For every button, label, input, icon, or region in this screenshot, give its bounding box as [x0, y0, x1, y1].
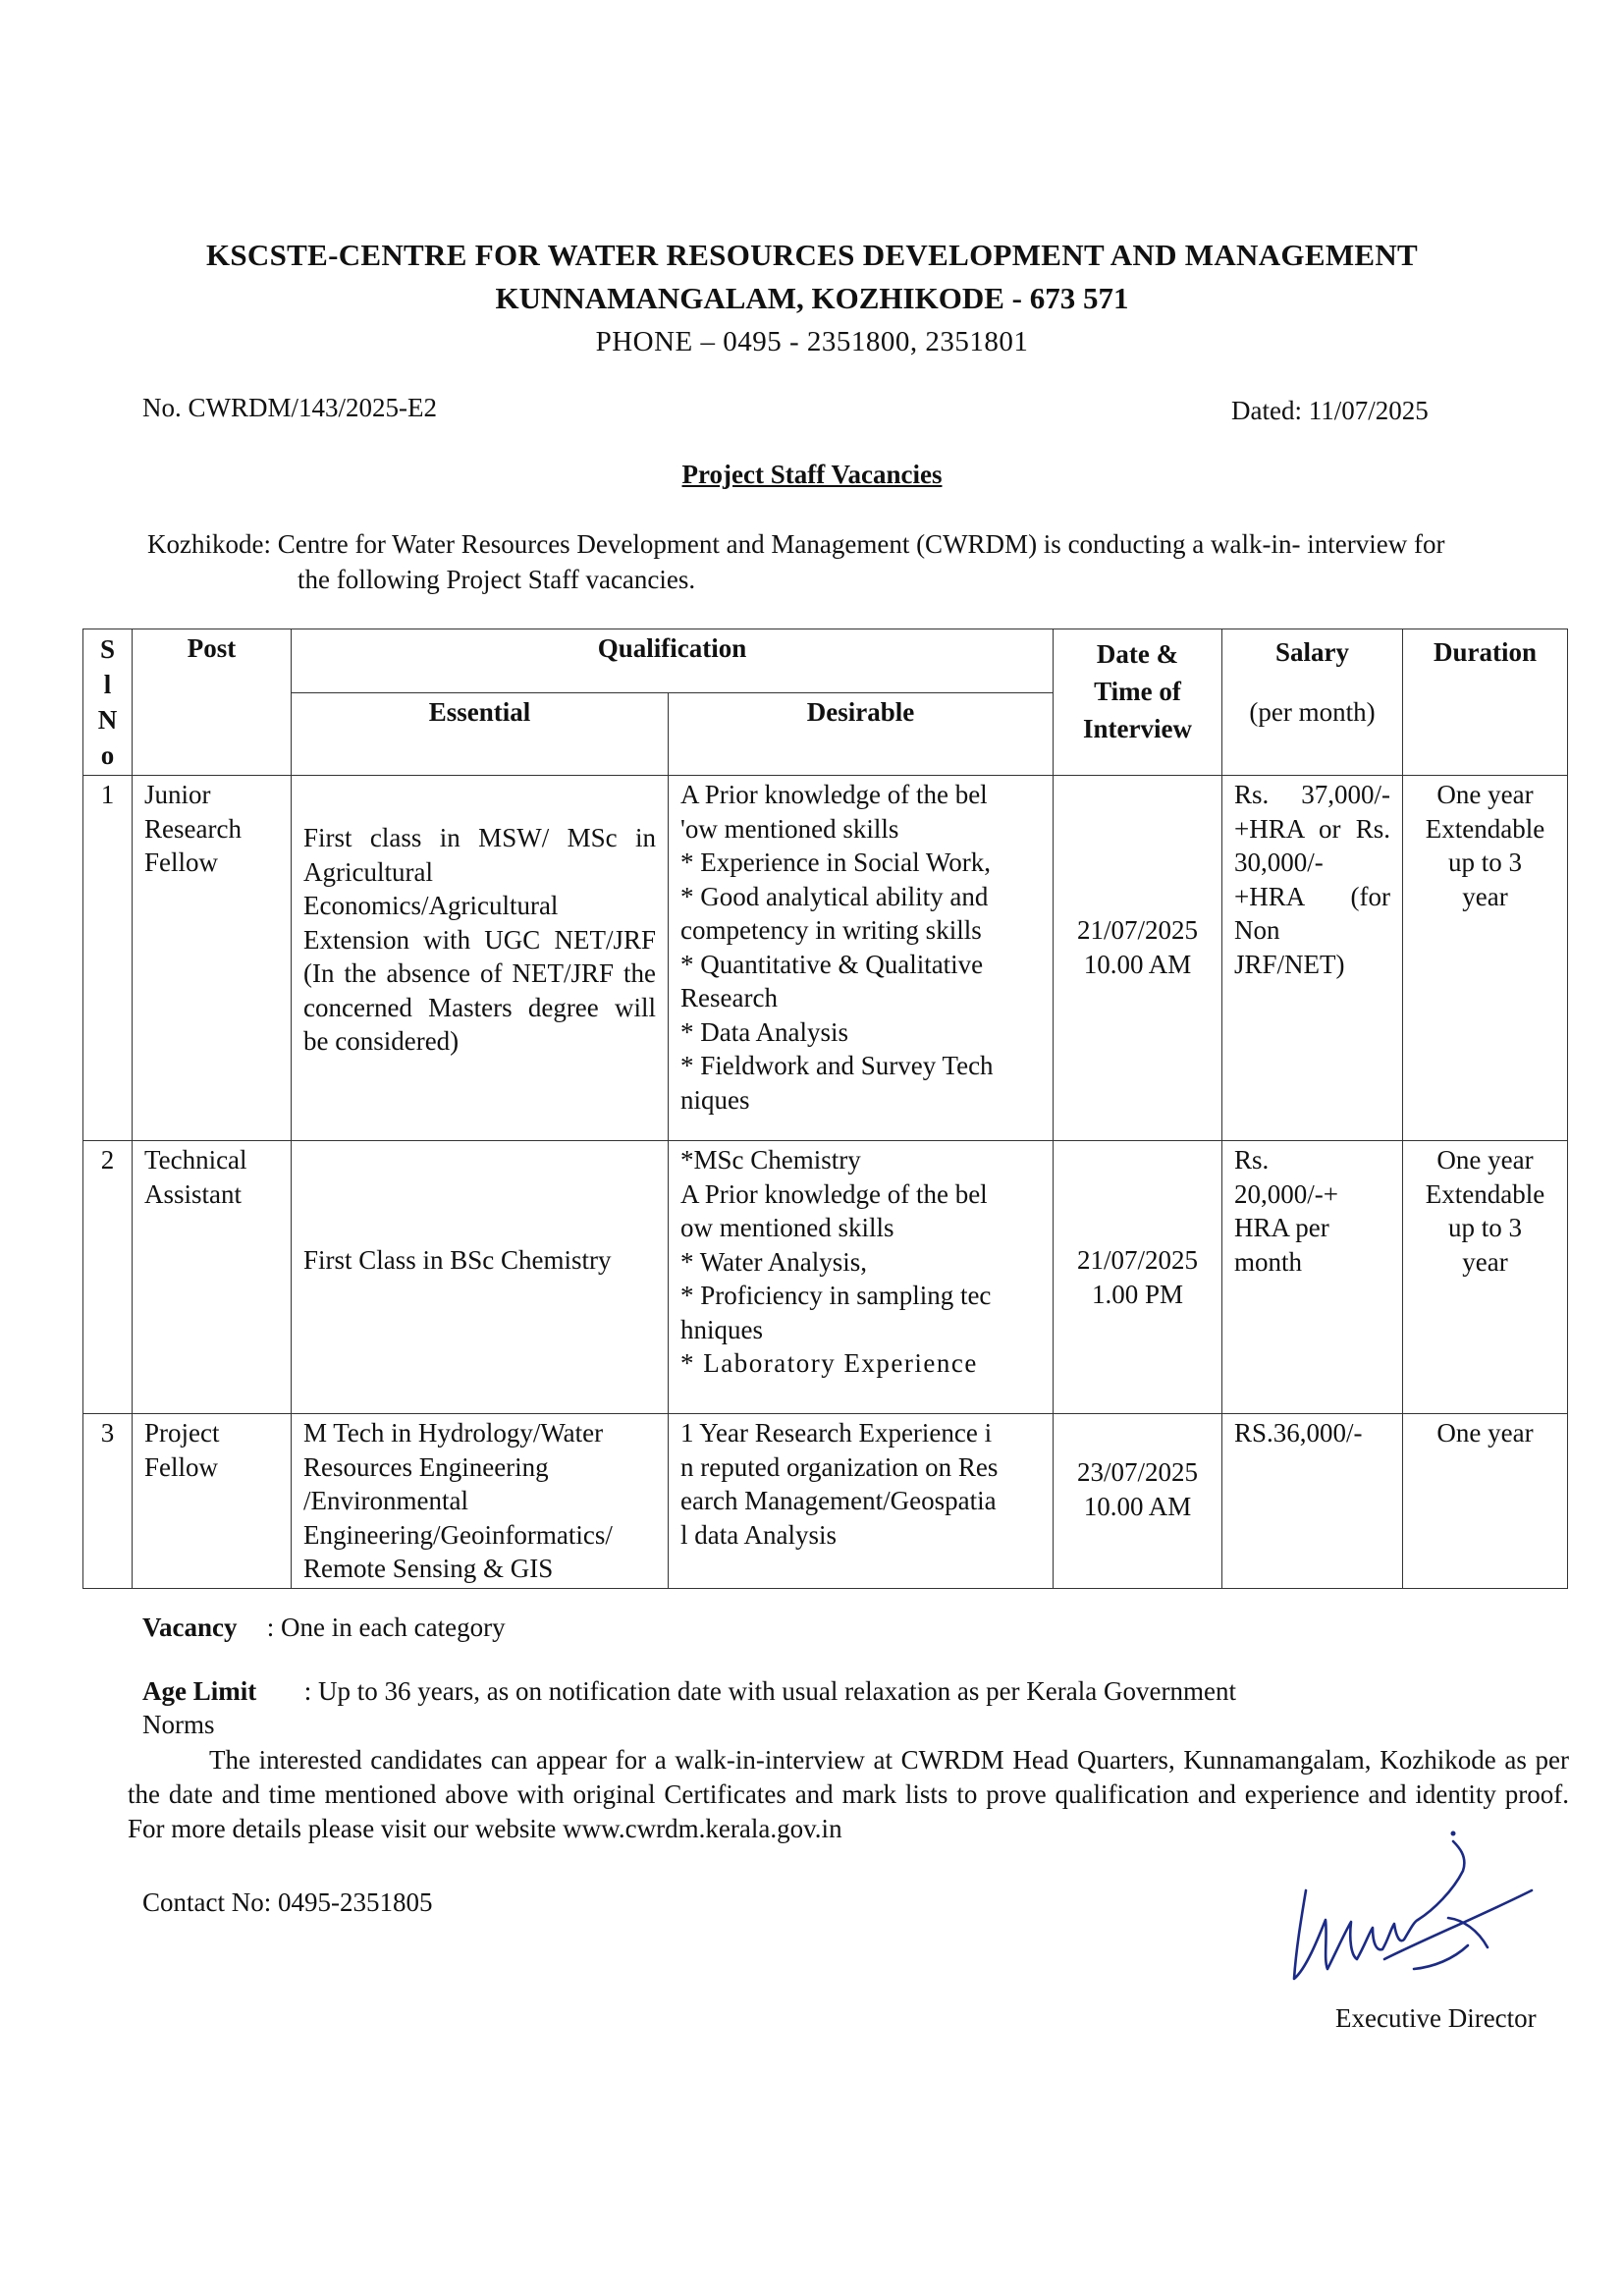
- intro-line-1: Kozhikode: Centre for Water Resources Development and Management (CWRDM) is conducting a walk-in- interview for: [147, 529, 1445, 559]
- signature-image: [1267, 1822, 1591, 2008]
- reference-number: No. CWRDM/143/2025-E2: [142, 393, 437, 422]
- row-desirable: 1 Year Research Experience i n reputed organization on Res earch Management/Geospatia l data Analysis: [669, 1414, 1054, 1589]
- row-salary: Rs. 37,000/- +HRA or Rs. 30,000/- +HRA (for Non JRF/NET): [1222, 776, 1403, 1141]
- row-date-time: 21/07/2025 1.00 PM: [1054, 1141, 1222, 1414]
- vacancy-label: Vacancy: [142, 1613, 238, 1642]
- row-desirable: *MSc Chemistry A Prior knowledge of the bel ow mentioned skills * Water Analysis, * Proficiency in sampling tec hniques * Laboratory Experience: [669, 1141, 1054, 1414]
- letterhead: [0, 234, 1624, 363]
- row-slno: 3: [83, 1414, 133, 1589]
- row-salary: RS.36,000/-: [1222, 1414, 1403, 1589]
- table-row: [83, 1414, 1568, 1589]
- org-name: KSCSTE-CENTRE FOR WATER RESOURCES DEVELOPMENT AND MANAGEMENT: [205, 238, 1419, 272]
- row-slno: 1: [83, 776, 133, 1141]
- age-limit-value: : Up to 36 years, as on notification date with usual relaxation as per Kerala Government: [303, 1676, 1236, 1706]
- signatory-title: Executive Director: [1335, 2003, 1537, 2033]
- date-issued: Dated: 11/07/2025: [1231, 396, 1429, 425]
- header-post: Post: [133, 629, 292, 776]
- contact-number: Contact No: 0495-2351805: [142, 1887, 433, 1917]
- row-slno: 2: [83, 1141, 133, 1414]
- header-duration: Duration: [1403, 629, 1568, 776]
- header-salary: Salary (per month): [1222, 629, 1403, 776]
- row-post: Junior Research Fellow: [133, 776, 292, 1141]
- row-desirable: A Prior knowledge of the bel 'ow mentioned skills * Experience in Social Work, * Good analytical ability and competency in writing skills * Quantitative & Qualitative Research * Data Analysis * Fieldwork and Survey Tech niques: [669, 776, 1054, 1141]
- row-post: Technical Assistant: [133, 1141, 292, 1414]
- table-row: [83, 776, 1568, 1141]
- row-salary: Rs. 20,000/-+ HRA per month: [1222, 1141, 1403, 1414]
- row-essential: First class in MSW/ MSc in Agricultural Economics/Agricultural Extension with UGC NET/JRF (In the absence of NET/JRF the concerned Masters degree will be considered): [292, 776, 669, 1141]
- header-desirable: Desirable: [669, 693, 1054, 776]
- vacancy-value: : One in each category: [266, 1613, 506, 1642]
- header-slno: S l N o: [83, 629, 133, 776]
- header-date-time: Date & Time of Interview: [1054, 629, 1222, 776]
- table-row: [83, 1141, 1568, 1414]
- header-essential: Essential: [292, 693, 669, 776]
- row-date-time: 21/07/2025 10.00 AM: [1054, 776, 1222, 1141]
- table-header-row: [83, 629, 1568, 693]
- row-post: Project Fellow: [133, 1414, 292, 1589]
- intro-paragraph: [147, 526, 1620, 597]
- age-limit-label: Age Limit: [142, 1676, 257, 1706]
- org-phone: PHONE – 0495 - 2351800, 2351801: [595, 326, 1029, 357]
- age-limit-block: [142, 1674, 1236, 1741]
- row-essential: First Class in BSc Chemistry: [292, 1141, 669, 1414]
- org-address: KUNNAMANGALAM, KOZHIKODE - 673 571: [495, 281, 1129, 315]
- age-limit-value-continued: Norms: [142, 1710, 215, 1739]
- instructions-paragraph: The interested candidates can appear for a walk-in-interview at CWRDM Head Quarters, Kunnamangalam, Kozhikode as per the date and time mentioned above with original Certificates and mark lists to prove qualification and experience and identity proof. For more details please visit our website www.cwrdm.kerala.gov.in: [128, 1745, 1569, 1843]
- row-duration: One year Extendable up to 3 year: [1403, 1141, 1568, 1414]
- vacancy-line: [142, 1611, 506, 1644]
- row-duration: One year Extendable up to 3 year: [1403, 776, 1568, 1141]
- row-essential: M Tech in Hydrology/Water Resources Engineering /Environmental Engineering/Geoinformatics/ Remote Sensing & GIS: [292, 1414, 669, 1589]
- vacancy-table: [82, 629, 1568, 1589]
- row-date-time: 23/07/2025 10.00 AM: [1054, 1414, 1222, 1589]
- notice-title: Project Staff Vacancies: [681, 460, 943, 489]
- intro-line-2: the following Project Staff vacancies.: [298, 565, 696, 594]
- row-duration: One year: [1403, 1414, 1568, 1589]
- header-qualification: Qualification: [292, 629, 1054, 693]
